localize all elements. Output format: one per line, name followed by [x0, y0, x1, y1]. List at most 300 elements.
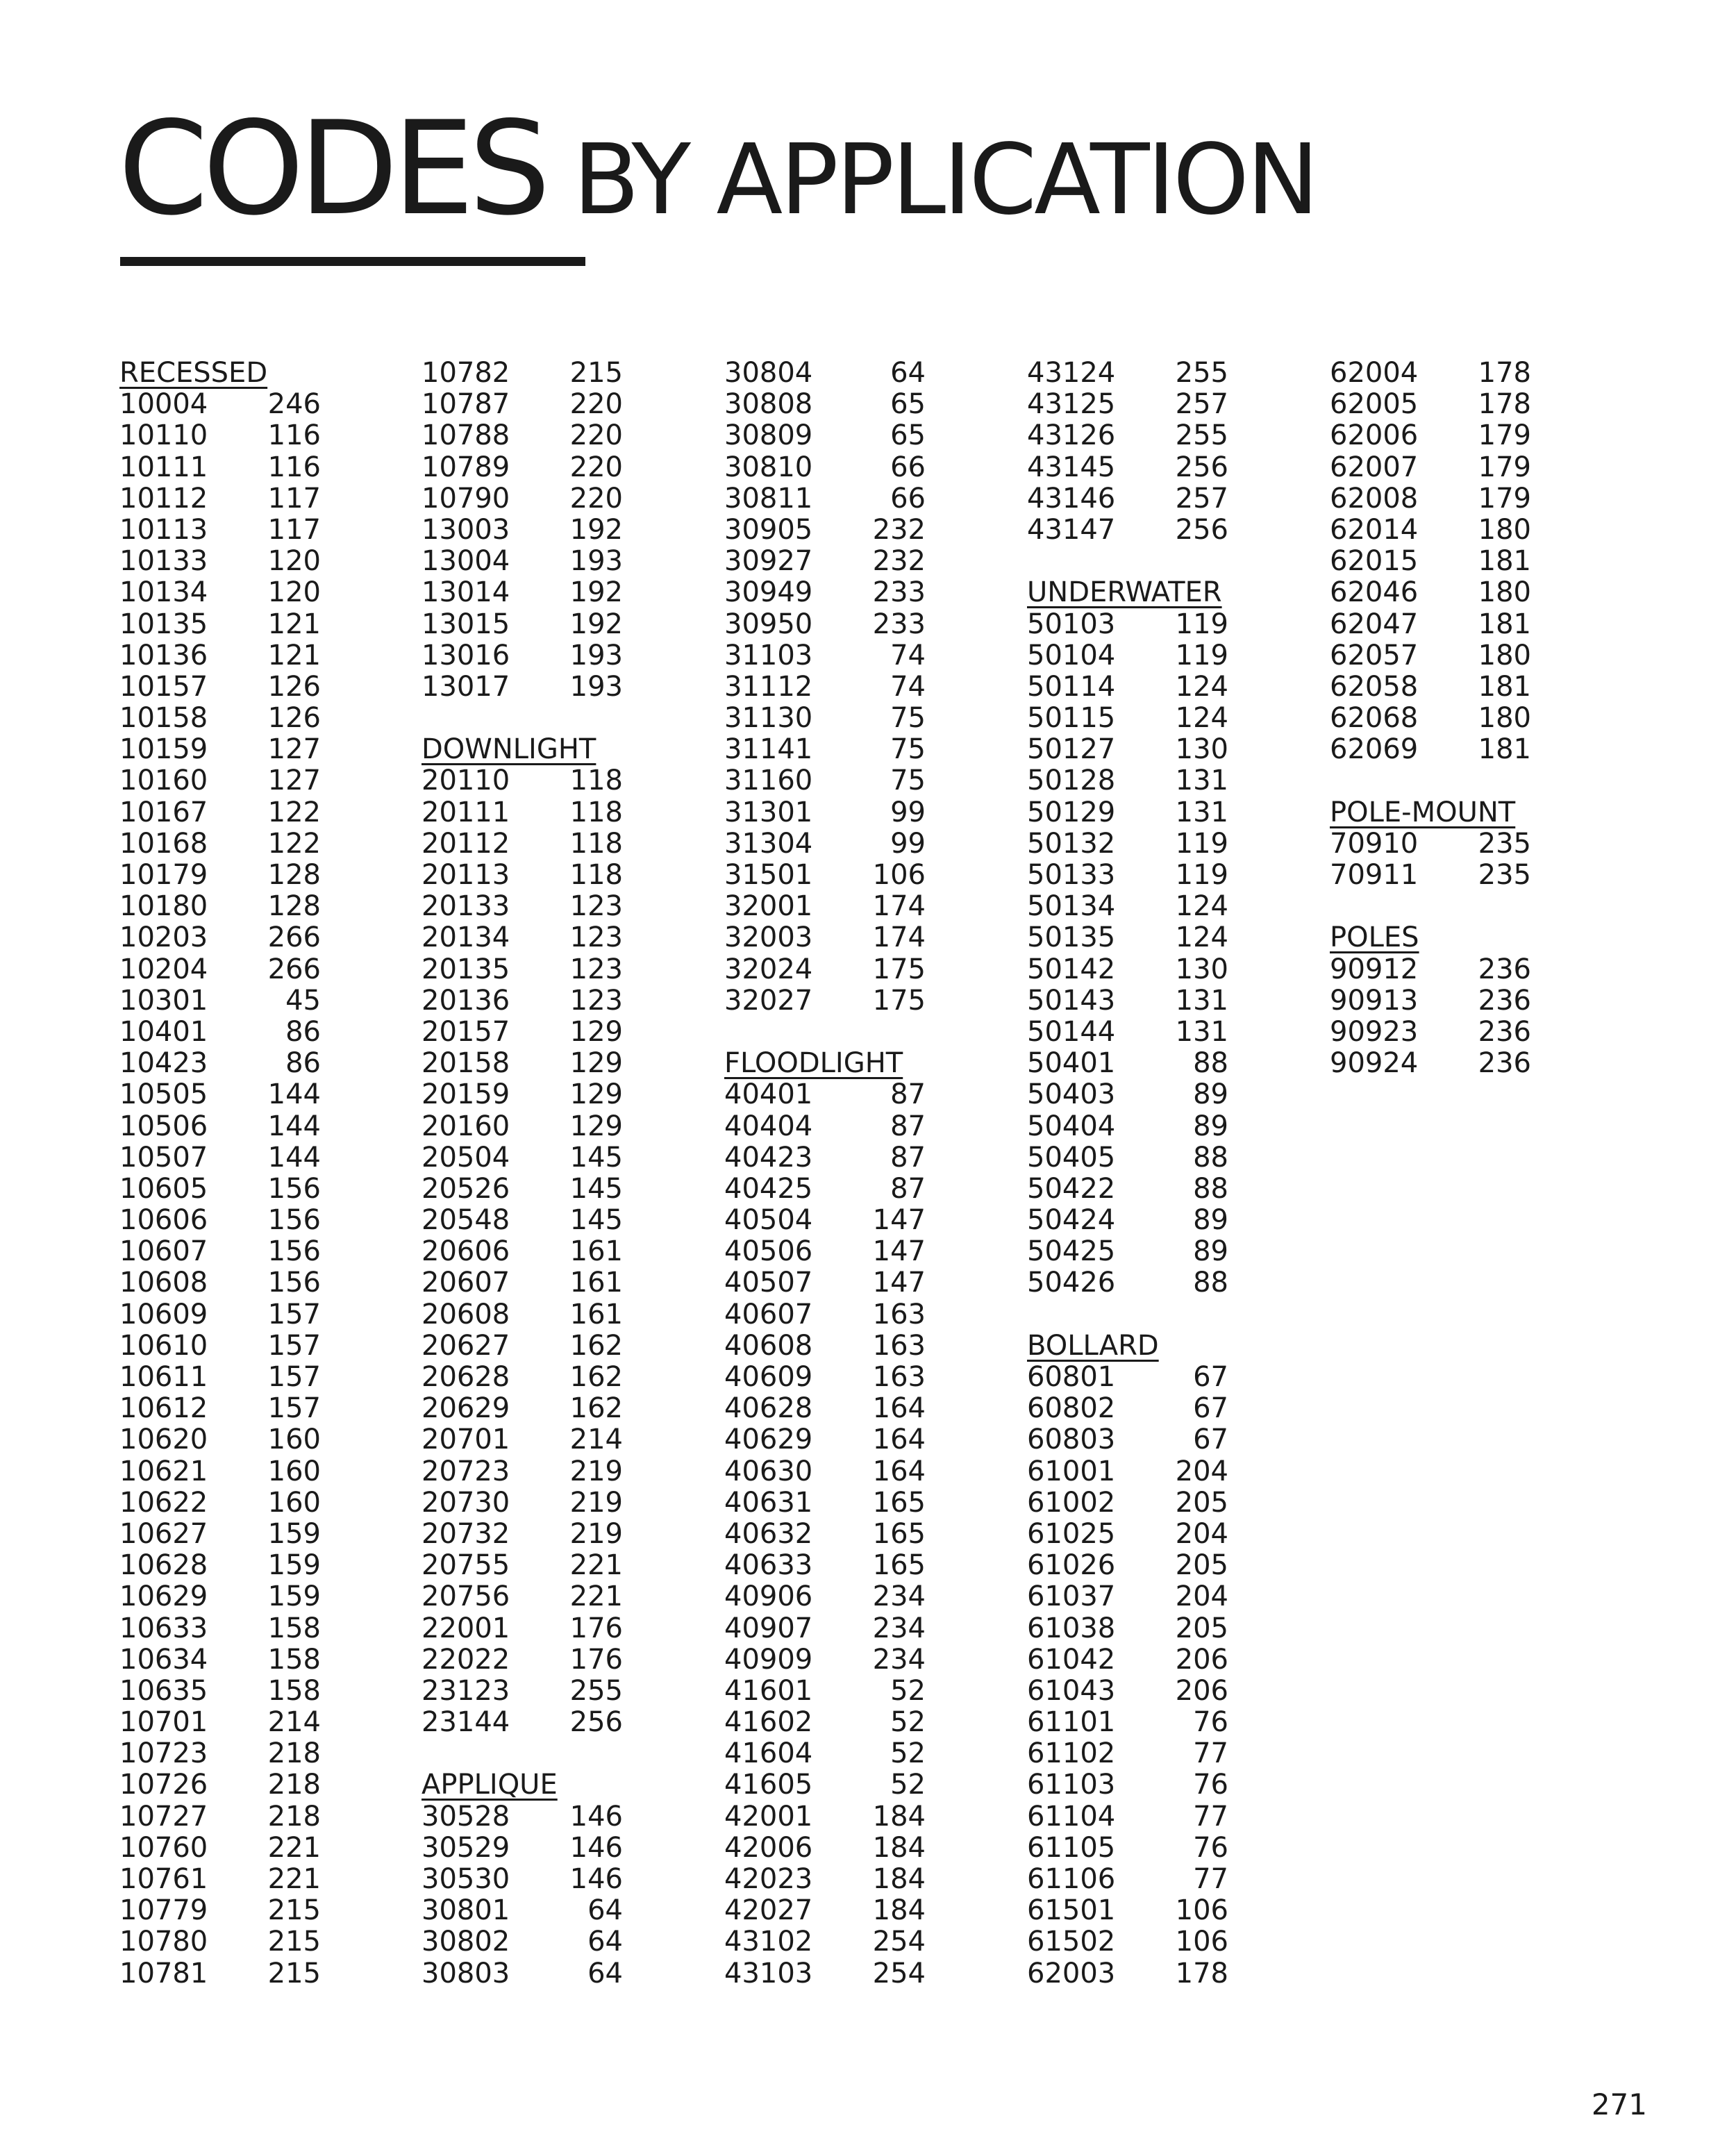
- product-code: 13017: [422, 670, 510, 703]
- product-code: 20111: [422, 796, 510, 828]
- product-code: 62004: [1330, 357, 1419, 389]
- code-row: [724, 954, 926, 985]
- code-row: [724, 452, 926, 483]
- product-code: 50134: [1027, 890, 1116, 923]
- section-gap: [422, 703, 623, 734]
- product-code: 50129: [1027, 796, 1116, 828]
- page-ref: 180: [1478, 702, 1531, 735]
- page-ref: 106: [1175, 1926, 1228, 1958]
- product-code: 10111: [119, 451, 208, 483]
- page-ref: 236: [1478, 1015, 1531, 1048]
- page-ref: 131: [1175, 984, 1228, 1017]
- code-row: [724, 922, 926, 953]
- code-row: [119, 1769, 321, 1801]
- page-ref: 86: [285, 1047, 321, 1080]
- product-code: 30949: [724, 576, 813, 609]
- product-code: 10167: [119, 796, 208, 828]
- code-row: [119, 1017, 321, 1048]
- code-row: [119, 1111, 321, 1142]
- code-row: [1027, 1424, 1228, 1455]
- code-row: [119, 985, 321, 1017]
- code-row: [724, 891, 926, 922]
- product-code: 62068: [1330, 702, 1419, 735]
- page-ref: 119: [1175, 608, 1228, 640]
- product-code: 22001: [422, 1612, 510, 1644]
- code-row: [119, 860, 321, 891]
- page-ref: 87: [890, 1172, 926, 1205]
- code-row: [1330, 672, 1531, 703]
- page-ref: 67: [1193, 1392, 1228, 1425]
- title-underline: [120, 257, 585, 266]
- code-row: [119, 1738, 321, 1769]
- code-row: [724, 1362, 926, 1393]
- code-row: [422, 515, 623, 546]
- product-code: 10620: [119, 1424, 208, 1456]
- code-row: [1027, 358, 1228, 389]
- page-ref: 145: [569, 1141, 623, 1174]
- code-row: [119, 1424, 321, 1455]
- code-row: [119, 1926, 321, 1958]
- section-gap: [1027, 546, 1228, 577]
- code-row: [119, 1676, 321, 1707]
- product-code: 50403: [1027, 1078, 1116, 1111]
- code-row: [1027, 1205, 1228, 1236]
- page-ref: 157: [267, 1392, 321, 1425]
- product-code: 50115: [1027, 702, 1116, 735]
- product-code: 30801: [422, 1894, 510, 1927]
- product-code: 50103: [1027, 608, 1116, 640]
- product-code: 20628: [422, 1361, 510, 1393]
- product-code: 20134: [422, 921, 510, 954]
- product-code: 42006: [724, 1831, 813, 1864]
- code-row: [119, 389, 321, 420]
- code-row: [1330, 860, 1531, 891]
- page-ref: 175: [872, 984, 926, 1017]
- product-code: 50135: [1027, 921, 1116, 954]
- product-code: 32027: [724, 984, 813, 1017]
- code-row: [119, 1644, 321, 1676]
- page-ref: 235: [1478, 827, 1531, 860]
- page-ref: 156: [267, 1204, 321, 1237]
- page-ref: 88: [1193, 1172, 1228, 1205]
- page-ref: 67: [1193, 1361, 1228, 1393]
- page-ref: 220: [569, 419, 623, 452]
- code-row: [1330, 483, 1531, 515]
- page-ref: 120: [267, 545, 321, 578]
- page-ref: 157: [267, 1361, 321, 1393]
- page-ref: 204: [1175, 1580, 1228, 1613]
- page-ref: 129: [569, 1015, 623, 1048]
- page-ref: 255: [1175, 419, 1228, 452]
- page-ref: 130: [1175, 733, 1228, 766]
- code-row: [422, 609, 623, 640]
- code-row: [422, 672, 623, 703]
- page-ref: 178: [1478, 357, 1531, 389]
- page-ref: 184: [872, 1894, 926, 1927]
- page-ref: 232: [872, 513, 926, 546]
- page-ref: 123: [569, 921, 623, 954]
- page-ref: 52: [890, 1737, 926, 1770]
- page-ref: 193: [569, 670, 623, 703]
- product-code: 62005: [1330, 388, 1419, 421]
- product-code: 10726: [119, 1769, 208, 1801]
- product-code: 50127: [1027, 733, 1116, 766]
- page-ref: 124: [1175, 702, 1228, 735]
- code-row: [119, 797, 321, 828]
- page-ref: 118: [569, 827, 623, 860]
- page-ref: 233: [872, 576, 926, 609]
- code-row: [724, 483, 926, 515]
- page-ref: 52: [890, 1674, 926, 1707]
- code-row: [422, 546, 623, 577]
- page-ref: 88: [1193, 1267, 1228, 1299]
- product-code: 10113: [119, 513, 208, 546]
- page-ref: 124: [1175, 921, 1228, 954]
- page-ref: 99: [890, 827, 926, 860]
- page-ref: 184: [872, 1863, 926, 1895]
- page-ref: 204: [1175, 1455, 1228, 1487]
- page-ref: 89: [1193, 1078, 1228, 1111]
- section-heading-label: FLOODLIGHT: [724, 1047, 903, 1080]
- product-code: 62006: [1330, 419, 1419, 452]
- code-row: [119, 1550, 321, 1581]
- product-code: 61037: [1027, 1580, 1116, 1613]
- code-row: [1027, 515, 1228, 546]
- page-ref: 235: [1478, 859, 1531, 891]
- section-heading-label: RECESSED: [119, 357, 268, 389]
- page-ref: 256: [569, 1706, 623, 1739]
- page-ref: 179: [1478, 419, 1531, 452]
- section-heading: [1027, 577, 1228, 608]
- page-ref: 179: [1478, 482, 1531, 515]
- page-ref: 119: [1175, 639, 1228, 672]
- code-row: [422, 1456, 623, 1487]
- code-row: [1027, 734, 1228, 765]
- code-row: [724, 420, 926, 451]
- code-row: [422, 922, 623, 953]
- code-row: [119, 891, 321, 922]
- page-ref: 158: [267, 1643, 321, 1676]
- product-code: 30529: [422, 1831, 510, 1864]
- code-row: [1027, 1738, 1228, 1769]
- product-code: 50404: [1027, 1110, 1116, 1142]
- code-row: [119, 1487, 321, 1519]
- code-row: [1027, 1519, 1228, 1550]
- page-ref: 205: [1175, 1549, 1228, 1582]
- code-row: [119, 1048, 321, 1079]
- code-row: [422, 452, 623, 483]
- product-code: 10633: [119, 1612, 208, 1644]
- page-ref: 220: [569, 482, 623, 515]
- code-row: [1330, 546, 1531, 577]
- product-code: 10608: [119, 1267, 208, 1299]
- product-code: 32001: [724, 890, 813, 923]
- product-code: 50422: [1027, 1172, 1116, 1205]
- product-code: 62014: [1330, 513, 1419, 546]
- code-row: [1027, 1111, 1228, 1142]
- product-code: 20755: [422, 1549, 510, 1582]
- page-ref: 87: [890, 1078, 926, 1111]
- page-ref: 219: [569, 1517, 623, 1550]
- section-heading: [119, 358, 321, 389]
- code-row: [1330, 1048, 1531, 1079]
- product-code: 32003: [724, 921, 813, 954]
- page-ref: 162: [569, 1329, 623, 1362]
- product-code: 10782: [422, 357, 510, 389]
- page-ref: 146: [569, 1863, 623, 1895]
- code-row: [1330, 389, 1531, 420]
- code-row: [1027, 1676, 1228, 1707]
- code-row: [422, 1864, 623, 1895]
- page-ref: 67: [1193, 1424, 1228, 1456]
- page-ref: 99: [890, 796, 926, 828]
- page-ref: 205: [1175, 1612, 1228, 1644]
- product-code: 61502: [1027, 1926, 1116, 1958]
- product-code: 10760: [119, 1831, 208, 1864]
- code-row: [1027, 1362, 1228, 1393]
- product-code: 10505: [119, 1078, 208, 1111]
- product-code: 20157: [422, 1015, 510, 1048]
- code-row: [422, 1362, 623, 1393]
- product-code: 10634: [119, 1643, 208, 1676]
- product-code: 20756: [422, 1580, 510, 1613]
- code-row: [119, 1174, 321, 1205]
- product-code: 60803: [1027, 1424, 1116, 1456]
- product-code: 10621: [119, 1455, 208, 1487]
- code-row: [119, 672, 321, 703]
- product-code: 10423: [119, 1047, 208, 1080]
- page-ref: 165: [872, 1517, 926, 1550]
- product-code: 50425: [1027, 1235, 1116, 1268]
- product-code: 10727: [119, 1800, 208, 1833]
- code-row: [724, 828, 926, 860]
- page-ref: 89: [1193, 1110, 1228, 1142]
- code-row: [119, 1267, 321, 1299]
- product-code: 10605: [119, 1172, 208, 1205]
- page-ref: 254: [872, 1926, 926, 1958]
- code-row: [724, 1331, 926, 1362]
- section-gap: [724, 1017, 926, 1048]
- code-row: [1027, 1958, 1228, 1990]
- section-heading-label: BOLLARD: [1027, 1329, 1159, 1362]
- page-ref: 236: [1478, 953, 1531, 985]
- product-code: 43102: [724, 1926, 813, 1958]
- product-code: 10159: [119, 733, 208, 766]
- product-code: 31160: [724, 765, 813, 797]
- code-row: [1330, 640, 1531, 672]
- code-row: [422, 985, 623, 1017]
- product-code: 50426: [1027, 1267, 1116, 1299]
- code-row: [724, 1393, 926, 1424]
- page-ref: 176: [569, 1643, 623, 1676]
- product-code: 10301: [119, 984, 208, 1017]
- code-row: [724, 1174, 926, 1205]
- page-ref: 147: [872, 1204, 926, 1237]
- page-ref: 118: [569, 796, 623, 828]
- page-ref: 119: [1175, 859, 1228, 891]
- section-heading: [1330, 922, 1531, 953]
- code-row: [1027, 420, 1228, 451]
- code-row: [422, 1581, 623, 1612]
- page-ref: 163: [872, 1329, 926, 1362]
- page-ref: 156: [267, 1267, 321, 1299]
- section-heading: [1027, 1331, 1228, 1362]
- product-code: 23123: [422, 1674, 510, 1707]
- page-ref: 165: [872, 1549, 926, 1582]
- product-code: 43125: [1027, 388, 1116, 421]
- page-ref: 129: [569, 1078, 623, 1111]
- product-code: 10789: [422, 451, 510, 483]
- product-code: 20135: [422, 953, 510, 985]
- code-row: [1027, 1613, 1228, 1644]
- product-code: 40629: [724, 1424, 813, 1456]
- code-row: [1027, 1707, 1228, 1738]
- product-code: 50133: [1027, 859, 1116, 891]
- code-row: [724, 672, 926, 703]
- code-row: [119, 1299, 321, 1331]
- page-ref: 257: [1175, 388, 1228, 421]
- page-ref: 119: [1175, 827, 1228, 860]
- code-row: [1027, 452, 1228, 483]
- page-ref: 246: [267, 388, 321, 421]
- code-row: [1027, 1864, 1228, 1895]
- page-ref: 65: [890, 419, 926, 452]
- page-ref: 118: [569, 859, 623, 891]
- page-ref: 221: [267, 1831, 321, 1864]
- product-code: 61501: [1027, 1894, 1116, 1927]
- product-code: 62047: [1330, 608, 1419, 640]
- product-code: 20133: [422, 890, 510, 923]
- product-code: 20136: [422, 984, 510, 1017]
- product-code: 31141: [724, 733, 813, 766]
- product-code: 43126: [1027, 419, 1116, 452]
- page-ref: 178: [1175, 1957, 1228, 1990]
- product-code: 62008: [1330, 482, 1419, 515]
- code-row: [724, 1299, 926, 1331]
- code-row: [119, 1331, 321, 1362]
- code-row: [724, 1079, 926, 1110]
- product-code: 62057: [1330, 639, 1419, 672]
- page-ref: 65: [890, 388, 926, 421]
- code-row: [724, 1958, 926, 1990]
- product-code: 10110: [119, 419, 208, 452]
- page-ref: 184: [872, 1831, 926, 1864]
- product-code: 60802: [1027, 1392, 1116, 1425]
- product-code: 30927: [724, 545, 813, 578]
- code-row: [1027, 640, 1228, 672]
- product-code: 40632: [724, 1517, 813, 1550]
- product-code: 62003: [1027, 1957, 1116, 1990]
- page-ref: 131: [1175, 765, 1228, 797]
- page-ref: 163: [872, 1298, 926, 1331]
- code-row: [724, 1707, 926, 1738]
- product-code: 62046: [1330, 576, 1419, 609]
- product-code: 30530: [422, 1863, 510, 1895]
- code-row: [119, 1456, 321, 1487]
- product-code: 31304: [724, 827, 813, 860]
- section-heading: [422, 1769, 623, 1801]
- page-ref: 128: [267, 859, 321, 891]
- code-row: [1027, 1393, 1228, 1424]
- page-ref: 215: [267, 1957, 321, 1990]
- code-row: [1027, 891, 1228, 922]
- product-code: 10112: [119, 482, 208, 515]
- page-ref: 156: [267, 1235, 321, 1268]
- code-row: [724, 765, 926, 796]
- product-code: 10612: [119, 1392, 208, 1425]
- code-row: [1027, 954, 1228, 985]
- page-ref: 179: [1478, 451, 1531, 483]
- page-ref: 193: [569, 639, 623, 672]
- page-ref: 161: [569, 1235, 623, 1268]
- product-code: 61025: [1027, 1517, 1116, 1550]
- section-heading-label: POLES: [1330, 921, 1419, 954]
- code-row: [724, 358, 926, 389]
- page-ref: 158: [267, 1674, 321, 1707]
- page-ref: 130: [1175, 953, 1228, 985]
- page-ref: 147: [872, 1235, 926, 1268]
- page-ref: 232: [872, 545, 926, 578]
- product-code: 10787: [422, 388, 510, 421]
- code-row: [119, 1864, 321, 1895]
- page-ref: 164: [872, 1455, 926, 1487]
- page-ref: 236: [1478, 1047, 1531, 1080]
- product-code: 10635: [119, 1674, 208, 1707]
- page-ref: 66: [890, 482, 926, 515]
- code-row: [119, 1581, 321, 1612]
- product-code: 10779: [119, 1894, 208, 1927]
- page-ref: 215: [267, 1894, 321, 1927]
- title-rest: BY APPLICATION: [573, 124, 1317, 237]
- code-row: [119, 546, 321, 577]
- product-code: 90923: [1330, 1015, 1419, 1048]
- code-row: [724, 1895, 926, 1926]
- product-code: 40423: [724, 1141, 813, 1174]
- product-code: 42023: [724, 1863, 813, 1895]
- page-ref: 89: [1193, 1235, 1228, 1268]
- code-row: [422, 954, 623, 985]
- product-code: 90912: [1330, 953, 1419, 985]
- product-code: 50401: [1027, 1047, 1116, 1080]
- product-code: 10609: [119, 1298, 208, 1331]
- page-ref: 162: [569, 1361, 623, 1393]
- product-code: 10610: [119, 1329, 208, 1362]
- product-code: 62015: [1330, 545, 1419, 578]
- code-row: [724, 515, 926, 546]
- code-row: [1027, 765, 1228, 796]
- code-row: [422, 1550, 623, 1581]
- code-row: [724, 1738, 926, 1769]
- code-row: [119, 954, 321, 985]
- code-row: [1330, 703, 1531, 734]
- code-row: [1027, 1079, 1228, 1110]
- code-row: [724, 640, 926, 672]
- code-row: [422, 1958, 623, 1990]
- code-row: [1027, 1267, 1228, 1299]
- page-ref: 218: [267, 1737, 321, 1770]
- product-code: 50104: [1027, 639, 1116, 672]
- page-ref: 254: [872, 1957, 926, 1990]
- code-row: [119, 1236, 321, 1267]
- code-row: [1027, 1017, 1228, 1048]
- page-ref: 204: [1175, 1517, 1228, 1550]
- product-code: 41602: [724, 1706, 813, 1739]
- product-code: 10723: [119, 1737, 208, 1770]
- product-code: 61042: [1027, 1643, 1116, 1676]
- code-row: [1027, 1048, 1228, 1079]
- code-row: [422, 797, 623, 828]
- code-row: [724, 1205, 926, 1236]
